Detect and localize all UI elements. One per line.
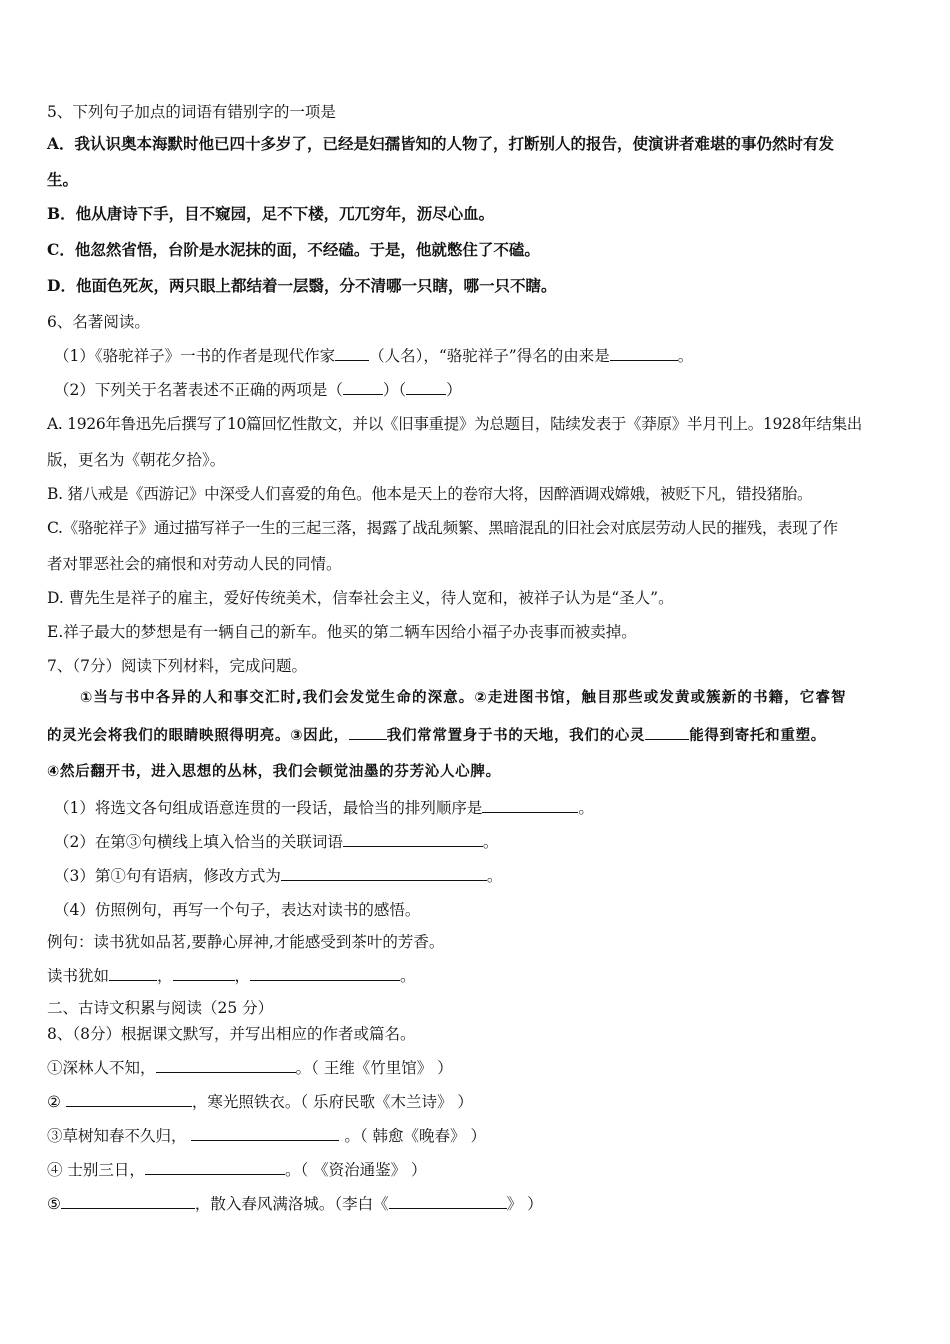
q7-passage-line3: ④然后翻开书，进入思想的丛林，我们会顿觉油墨的芬芳沁人心脾。 — [47, 764, 501, 780]
poem-blank-3[interactable] — [191, 1126, 339, 1141]
section-2-title: 二、古诗文积累与阅读（25 分） — [47, 999, 274, 1017]
q6-sub2-text-b: ）（ — [382, 381, 407, 399]
author-blank[interactable] — [335, 346, 369, 361]
q8-title: 8、（8分）根据课文默写，并写出相应的作者或篇名。 — [47, 1025, 416, 1043]
q7-sub1-end: 。 — [578, 799, 594, 817]
q7-answer-prefix: 读书犹如 — [47, 967, 110, 985]
q6-option-b: B. 猪八戒是《西游记》中深受人们喜爱的角色。他本是天上的卷帘大将，因醉酒调戏嫦娥，被贬下凡，错投猪胎。 — [47, 485, 813, 503]
q8-line2 — [47, 1091, 473, 1113]
q6-option-a-line2: 版，更名为《朝花夕拾》。 — [47, 451, 226, 469]
name-origin-blank[interactable] — [610, 346, 678, 361]
q8-line5-a: ⑤ — [47, 1195, 61, 1213]
q7-sub3-text: （3）第①句有语病，修改方式为 — [54, 867, 281, 885]
q6-option-e: E.祥子最大的梦想是有一辆自己的新车。他买的第二辆车因给小福子办丧事而被卖掉。 — [47, 623, 637, 641]
q6-sub1 — [54, 345, 693, 367]
q7-passage-line1: ①当与书中各异的人和事交汇时,我们会发觉生命的深意。②走进图书馆，触目那些或发黄或簇新的书籍，它睿智 — [80, 690, 847, 706]
q7-passage-line2-c: 能得到寄托和重塑。 — [689, 728, 826, 744]
q5-option-c: C．他忽然省悟，台阶是水泥抹的面，不经磕。于是，他就憋住了不磕。 — [47, 240, 540, 259]
q8-line4-a: ④ 士别三日， — [47, 1161, 145, 1179]
poem-title-blank[interactable] — [389, 1194, 507, 1209]
q6-option-d: D. 曹先生是祥子的雇主，爱好传统美术，信奉社会主义，待人宽和，被祥子认为是“圣人”。 — [47, 589, 674, 607]
q7-answer-comma-1: ， — [157, 967, 173, 985]
q6-sub1-end: 。 — [677, 347, 694, 365]
q7-sub1-text: （1）将选文各句组成语意连贯的一段话，最恰当的排列顺序是 — [54, 799, 483, 817]
q7-sub3-end: 。 — [486, 867, 503, 885]
q7-sub3 — [54, 865, 502, 887]
q6-option-a-line1: A. 1926年鲁迅先后撰写了10篇回忆性散文，并以《旧事重提》为总题目，陆续发表于《莽原》半月刊上。1928年结集出 — [47, 415, 862, 433]
q7-answer-end: 。 — [400, 967, 416, 985]
q7-title: 7、（7分）阅读下列材料，完成问题。 — [47, 657, 307, 675]
choice-blank-1[interactable] — [343, 380, 383, 395]
q7-sub2 — [54, 831, 498, 853]
q8-line2-b: ，寒光照铁衣。（ 乐府民歌《木兰诗》 ） — [191, 1093, 473, 1111]
q7-answer-comma-2: ， — [234, 967, 251, 985]
q6-sub1-text-b: （人名），“骆驼祥子”得名的由来是 — [369, 347, 610, 365]
q7-sub2-end: 。 — [482, 833, 499, 851]
imitation-blank-2[interactable] — [173, 966, 235, 981]
q7-sub2-text: （2）在第③句横线上填入恰当的关联词语 — [54, 833, 343, 851]
q8-line3-b: 。（ 韩愈《晚春》 ） — [339, 1127, 486, 1145]
q5-option-a-line2: 生。 — [47, 170, 79, 189]
q8-line3 — [47, 1125, 486, 1147]
q8-line5-b: ，散入春风满洛城。（李白《 — [194, 1195, 389, 1213]
q8-line5 — [47, 1193, 543, 1215]
choice-blank-2[interactable] — [406, 380, 446, 395]
q5-title: 5、下列句子加点的词语有错别字的一项是 — [47, 103, 336, 121]
connective-blank-2[interactable] — [645, 725, 689, 740]
q8-line4 — [47, 1159, 427, 1181]
q8-line2-a: ② — [47, 1093, 66, 1111]
poem-blank-2[interactable] — [66, 1092, 192, 1107]
q8-line1 — [47, 1057, 453, 1079]
q5-option-a-line1: A．我认识奥本海默时他已四十多岁了，已经是妇孺皆知的人物了，打断别人的报告，使演讲者难堪的事仍然时有发 — [47, 134, 835, 153]
q8-line5-c: 》 ） — [506, 1195, 543, 1213]
q6-title: 6、名著阅读。 — [47, 313, 150, 331]
q7-sub4: （4）仿照例句，再写一个句子，表达对读书的感悟。 — [54, 901, 421, 919]
poem-blank-4[interactable] — [145, 1160, 285, 1175]
imitation-blank-1[interactable] — [109, 966, 157, 981]
q7-sub1 — [54, 797, 594, 819]
q6-sub2-end: ） — [446, 381, 462, 399]
order-blank[interactable] — [482, 798, 578, 813]
q6-option-c-line2: 者对罪恶社会的痛恨和对劳动人民的同情。 — [47, 555, 342, 573]
q6-option-c-line1: C.《骆驼祥子》通过描写祥子一生的三起三落，揭露了战乱频繁、黑暗混乱的旧社会对底层劳动人民的摧残，表现了作 — [47, 519, 838, 537]
q5-option-b: B．他从唐诗下手，目不窥园，足不下楼，兀兀穷年，沥尽心血。 — [47, 204, 495, 223]
poem-blank-1[interactable] — [156, 1058, 296, 1073]
correction-blank[interactable] — [281, 866, 487, 881]
imitation-blank-3[interactable] — [250, 966, 400, 981]
q5-option-d: D．他面色死灰，两只眼上都结着一层翳，分不清哪一只瞎，哪一只不瞎。 — [47, 276, 557, 295]
q7-passage-line2-b: 我们常常置身于书的天地，我们的心灵 — [386, 728, 646, 744]
poem-blank-5[interactable] — [61, 1194, 195, 1209]
connective-blank-1[interactable] — [349, 725, 387, 740]
q6-sub2-text-a: （2）下列关于名著表述不正确的两项是（ — [54, 381, 343, 399]
q8-line1-a: ①深林人不知， — [47, 1059, 156, 1077]
q6-sub2 — [54, 379, 462, 401]
q6-sub1-text-a: （1）《骆驼祥子》一书的作者是现代作家 — [54, 347, 336, 365]
q8-line3-a: ③草树知春不久归， — [47, 1127, 192, 1145]
q8-line4-b: 。（ 《资治通鉴》 ） — [284, 1161, 427, 1179]
q7-passage-line2-a: 的灵光会将我们的眼睛映照得明亮。③因此， — [47, 728, 349, 744]
q8-line1-b: 。（ 王维《竹里馆》 ） — [295, 1059, 453, 1077]
q7-example: 例句：读书犹如品茗,要静心屏神,才能感受到茶叶的芳香。 — [47, 933, 445, 951]
q7-answer-line — [47, 965, 416, 987]
connective-answer-blank[interactable] — [343, 832, 483, 847]
q7-passage-line2 — [47, 725, 826, 747]
